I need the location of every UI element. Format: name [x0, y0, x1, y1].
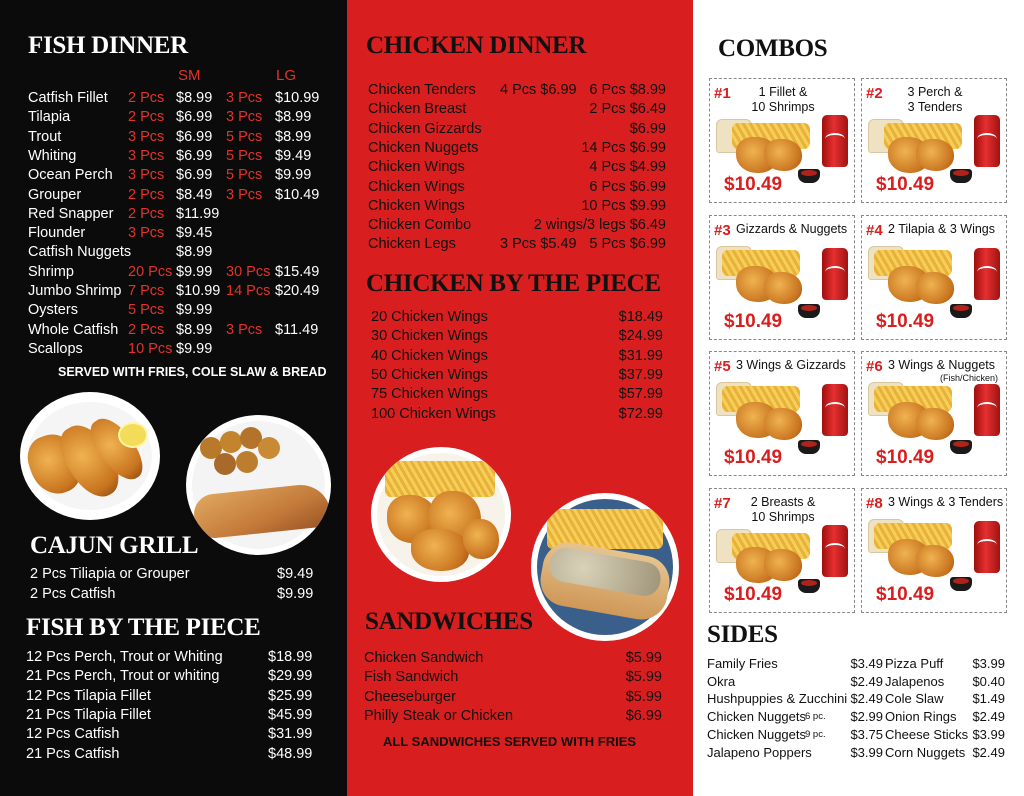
small-qty: 3 Pcs: [128, 167, 165, 184]
sandwiches-note: ALL SANDWICHES SERVED WITH FRIES: [383, 734, 637, 749]
item-name: Ocean Perch: [28, 167, 113, 184]
item-name: Catfish Nuggets: [28, 244, 132, 261]
option-two: 6 Pcs $8.99: [589, 82, 666, 98]
soda-can-logo: [974, 248, 1000, 300]
large-qty: 5 Pcs: [226, 147, 263, 164]
combos-title: COMBOS: [718, 35, 828, 62]
combo-price: $10.49: [876, 584, 935, 605]
item-name: 2 Pcs Catfish: [30, 585, 116, 602]
item-price: $18.49: [618, 309, 663, 325]
small-qty: 2 Pcs: [128, 90, 165, 106]
combo-card: [861, 488, 1007, 613]
small-qty: 3 Pcs: [128, 225, 165, 242]
option-two: 6 Pcs $6.99: [589, 178, 666, 195]
fish-dinner-row: [28, 108, 328, 127]
item-name: Chicken Combo: [368, 217, 472, 234]
combo-card: [709, 215, 855, 340]
fish-by-piece-title: FISH BY THE PIECE: [26, 614, 261, 641]
small-price: $10.99: [176, 283, 221, 299]
chicken-dinner-row: [368, 100, 668, 119]
chicken-by-piece-row: [371, 347, 663, 366]
side-price: $1.49: [972, 691, 1005, 707]
cajun-fish-photo: [186, 415, 331, 555]
item-name: Oysters: [28, 302, 78, 319]
side-price: $3.75: [850, 726, 883, 742]
item-name: Chicken Nuggets: [368, 139, 479, 156]
item-name: 21 Pcs Tilapia Fillet: [26, 706, 151, 723]
cajun-grill-row: [30, 565, 320, 584]
chicken-by-piece-row: [371, 308, 663, 327]
small-price: $9.99: [176, 340, 213, 357]
item-name: Chicken Breast: [368, 101, 467, 118]
fish-dinner-row: [28, 224, 328, 243]
item-name: 12 Pcs Perch, Trout or Whiting: [26, 649, 223, 665]
sandwich-row: [364, 688, 662, 707]
fish-dinner-row: [28, 321, 328, 340]
item-name: Philly Steak or Chicken: [364, 707, 514, 724]
chicken-dinner-row: [368, 120, 668, 139]
fish-dinner-row: [28, 166, 328, 185]
combo-card: [709, 488, 855, 613]
large-price: $10.49: [275, 186, 320, 203]
item-name: Jumbo Shrimp: [28, 283, 122, 299]
item-name: Chicken Legs: [368, 236, 456, 253]
fried-chicken-photo: [371, 447, 511, 582]
item-name: Tilapia: [28, 109, 71, 126]
side-row: [885, 689, 1005, 708]
fish-by-piece-row: [26, 667, 326, 686]
sandwich-row: [364, 707, 662, 726]
size-small-header: SM: [178, 67, 201, 84]
item-price: $5.99: [625, 650, 662, 666]
sandwich-photo: [531, 493, 679, 641]
combo-line-two: 10 Shrimps: [751, 510, 815, 524]
option-one: 4 Pcs $6.99: [500, 82, 577, 98]
chicken-dinner-row: [368, 197, 668, 216]
sandwich-row: [364, 649, 662, 668]
large-price: $8.99: [275, 109, 312, 126]
small-qty: 3 Pcs: [128, 147, 165, 164]
combo-number: #3: [714, 222, 731, 239]
combo-line-one: 2 Tilapia & 3 Wings: [888, 222, 995, 236]
large-qty: 14 Pcs: [226, 283, 271, 299]
chicken-by-piece-row: [371, 385, 663, 404]
item-name: 2 Pcs Tiliapia or Grouper: [30, 566, 190, 582]
chicken-by-piece-title: CHICKEN BY THE PIECE: [366, 270, 661, 297]
item-price: $31.99: [268, 726, 313, 743]
small-price: $8.99: [176, 321, 213, 338]
large-qty: 3 Pcs: [226, 90, 263, 106]
chicken-by-piece-row: [371, 366, 663, 385]
item-name: 50 Chicken Wings: [371, 366, 488, 383]
small-price: $6.99: [176, 109, 213, 126]
large-price: $8.99: [275, 128, 312, 145]
item-name: Chicken Wings: [368, 178, 465, 195]
side-row: [707, 743, 883, 762]
small-price: $6.99: [176, 167, 213, 184]
item-name: Shrimp: [28, 263, 74, 280]
item-price: $48.99: [268, 745, 313, 762]
option-two: $6.99: [629, 120, 666, 137]
fish-by-piece-row: [26, 648, 326, 667]
fried-piece: [916, 139, 954, 171]
sauce-cup: [798, 304, 820, 318]
item-price: $5.99: [625, 669, 662, 686]
large-price: $20.49: [275, 283, 320, 299]
fish-dinner-note: SERVED WITH FRIES, COLE SLAW & BREAD: [58, 365, 327, 379]
large-price: $11.49: [275, 321, 319, 338]
sauce-cup: [950, 577, 972, 591]
chicken-dinner-row: [368, 235, 668, 254]
item-price: $72.99: [618, 405, 663, 422]
large-qty: 30 Pcs: [226, 263, 271, 280]
small-qty: 3 Pcs: [128, 128, 165, 145]
option-two: 10 Pcs $9.99: [581, 197, 666, 214]
combo-price: $10.49: [724, 174, 783, 195]
side-price: $3.49: [850, 656, 883, 671]
item-name: Chicken Wings: [368, 159, 465, 176]
sandwich-row: [364, 668, 662, 687]
item-name: 21 Pcs Perch, Trout or whiting: [26, 668, 220, 685]
side-price: $2.49: [850, 673, 883, 689]
sauce-cup: [950, 304, 972, 318]
soda-can-logo: [822, 248, 848, 300]
item-price: $5.99: [625, 688, 662, 705]
fried-piece: [764, 139, 802, 171]
side-qty: 9 pc.: [805, 728, 826, 740]
small-price: $9.99: [176, 302, 213, 319]
item-price: $9.49: [277, 566, 314, 582]
side-name: Family Fries: [707, 656, 778, 671]
combo-price: $10.49: [876, 174, 935, 195]
item-price: $31.99: [618, 347, 663, 364]
fried-piece: [764, 272, 802, 304]
sauce-cup: [950, 169, 972, 183]
small-qty: 2 Pcs: [128, 205, 165, 222]
combo-card: [861, 215, 1007, 340]
fish-dinner-row: [28, 263, 328, 282]
side-qty: 6 pc.: [805, 711, 826, 723]
sandwiches-title: SANDWICHES: [365, 608, 533, 635]
item-name: Red Snapper: [28, 205, 114, 222]
small-qty: 2 Pcs: [128, 186, 165, 203]
side-row: [885, 743, 1005, 762]
item-name: Trout: [28, 128, 62, 145]
combo-number: #4: [866, 222, 883, 239]
side-name: Cole Slaw: [885, 691, 944, 707]
item-price: $57.99: [618, 386, 663, 403]
fried-piece: [916, 545, 954, 577]
item-name: 12 Pcs Tilapia Fillet: [26, 687, 151, 704]
item-name: 20 Chicken Wings: [371, 309, 488, 325]
item-name: Fish Sandwich: [364, 669, 459, 686]
large-qty: 5 Pcs: [226, 167, 263, 184]
soda-can-logo: [822, 115, 848, 167]
combo-subtitle: (Fish/Chicken): [939, 373, 998, 383]
side-price: $2.49: [850, 691, 883, 707]
fish-dinner-row: [28, 282, 328, 301]
item-name: 100 Chicken Wings: [371, 405, 496, 422]
option-one: 3 Pcs $5.49: [500, 236, 577, 253]
option-two: 5 Pcs $6.99: [589, 236, 666, 253]
combo-price: $10.49: [724, 311, 783, 332]
fried-piece: [764, 408, 802, 440]
item-name: 75 Chicken Wings: [371, 386, 488, 403]
small-qty: 20 Pcs: [128, 263, 173, 280]
large-qty: 3 Pcs: [226, 186, 263, 203]
side-name: Chicken Nuggets: [707, 726, 806, 742]
sauce-cup: [798, 169, 820, 183]
sauce-cup: [798, 440, 820, 454]
combo-line-two: 3 Tenders: [907, 100, 963, 114]
chicken-dinner-row: [368, 216, 668, 235]
side-name: Jalapenos: [885, 673, 945, 689]
fish-dinner-row: [28, 243, 328, 262]
item-price: $37.99: [618, 366, 663, 383]
combo-card: [709, 351, 855, 476]
item-name: Cheeseburger: [364, 688, 456, 705]
item-name: Grouper: [28, 186, 82, 203]
fried-piece: [764, 549, 802, 581]
small-price: $6.99: [176, 147, 213, 164]
small-price: $11.99: [176, 205, 220, 222]
side-name: Jalapeno Poppers: [707, 744, 812, 760]
chicken-dinner-row: [368, 81, 668, 100]
item-name: Chicken Gizzards: [368, 120, 482, 137]
item-price: $9.99: [277, 585, 314, 602]
combo-price: $10.49: [724, 447, 783, 468]
item-price: $24.99: [618, 328, 663, 345]
fried-piece: [916, 408, 954, 440]
sauce-cup: [798, 579, 820, 593]
small-price: $8.49: [176, 186, 213, 203]
soda-can-logo: [822, 384, 848, 436]
small-qty: 2 Pcs: [128, 321, 165, 338]
fish-by-piece-row: [26, 745, 326, 764]
option-two: 14 Pcs $6.99: [581, 139, 666, 156]
side-name: Chicken Nuggets: [707, 709, 806, 725]
cajun-grill-title: CAJUN GRILL: [30, 532, 199, 559]
small-price: $8.99: [176, 244, 213, 261]
side-row: [707, 707, 883, 726]
side-row: [707, 654, 883, 673]
side-name: Pizza Puff: [885, 656, 944, 671]
fish-by-piece-row: [26, 706, 326, 725]
side-row: [707, 725, 883, 744]
soda-can-logo: [974, 384, 1000, 436]
chicken-dinner-title: CHICKEN DINNER: [366, 32, 587, 59]
side-price: $3.99: [972, 726, 1005, 742]
option-two: 2 wings/3 legs $6.49: [533, 217, 666, 234]
item-name: 12 Pcs Catfish: [26, 726, 120, 743]
side-price: $0.40: [972, 673, 1005, 689]
side-price: $2.49: [972, 744, 1005, 760]
small-qty: 5 Pcs: [128, 302, 165, 319]
small-qty: 10 Pcs: [128, 340, 173, 357]
item-name: Catfish Fillet: [28, 90, 108, 106]
soda-can-logo: [974, 521, 1000, 573]
combos-panel: [693, 0, 1024, 796]
chicken-by-piece-row: [371, 405, 663, 424]
item-name: Scallops: [28, 340, 83, 357]
combo-number: #2: [866, 85, 883, 102]
side-name: Cheese Sticks: [885, 726, 969, 742]
chicken-dinner-row: [368, 178, 668, 197]
size-large-header: LG: [276, 67, 297, 84]
item-name: 21 Pcs Catfish: [26, 745, 120, 762]
fish-dinner-row: [28, 301, 328, 320]
combo-line-one: 3 Wings & Nuggets: [888, 358, 995, 372]
combo-number: #7: [714, 495, 731, 512]
large-price: $15.49: [275, 263, 320, 280]
cajun-grill-row: [30, 585, 320, 604]
soda-can-logo: [822, 525, 848, 577]
side-price: $3.99: [850, 744, 883, 760]
fried-fish-photo: [20, 392, 160, 520]
item-price: $25.99: [268, 687, 313, 704]
fish-dinner-title: FISH DINNER: [28, 32, 188, 59]
fish-dinner-row: [28, 205, 328, 224]
fried-piece: [916, 272, 954, 304]
soda-can-logo: [974, 115, 1000, 167]
large-qty: 3 Pcs: [226, 109, 263, 126]
item-name: 30 Chicken Wings: [371, 328, 488, 345]
side-row: [885, 672, 1005, 691]
chicken-by-piece-row: [371, 327, 663, 346]
chicken-dinner-row: [368, 139, 668, 158]
combo-price: $10.49: [876, 311, 935, 332]
combo-line-two: 10 Shrimps: [751, 100, 815, 114]
side-row: [885, 707, 1005, 726]
large-price: $9.99: [275, 167, 312, 184]
combo-card: [861, 351, 1007, 476]
side-row: [885, 725, 1005, 744]
side-price: $2.49: [972, 709, 1005, 725]
fish-by-piece-row: [26, 725, 326, 744]
side-price: $2.99: [850, 709, 883, 725]
item-name: Flounder: [28, 225, 86, 242]
item-name: Chicken Sandwich: [364, 650, 484, 666]
item-price: $29.99: [268, 668, 313, 685]
combo-price: $10.49: [876, 447, 935, 468]
item-name: Chicken Tenders: [368, 82, 476, 98]
large-price: $10.99: [275, 90, 320, 106]
combo-card: [861, 78, 1007, 203]
chicken-dinner-row: [368, 158, 668, 177]
sides-title: SIDES: [707, 621, 778, 648]
large-price: $9.49: [275, 147, 312, 164]
item-name: 40 Chicken Wings: [371, 347, 488, 364]
side-row: [707, 689, 883, 708]
combo-line-one: 3 Wings & 3 Tenders: [888, 495, 1004, 509]
item-price: $6.99: [625, 707, 662, 724]
large-qty: 5 Pcs: [226, 128, 263, 145]
chicken-panel: [347, 0, 693, 796]
fish-dinner-row: [28, 186, 328, 205]
side-row: [885, 654, 1005, 673]
side-name: Okra: [707, 673, 736, 689]
combo-number: #5: [714, 358, 731, 375]
side-name: Corn Nuggets: [885, 744, 966, 760]
large-qty: 3 Pcs: [226, 321, 263, 338]
side-name: Hushpuppies & Zucchini: [707, 691, 848, 707]
small-qty: 7 Pcs: [128, 283, 165, 299]
combo-line-one: 2 Breasts &: [750, 495, 816, 509]
combo-number: #8: [866, 495, 883, 512]
fish-dinner-row: [28, 340, 328, 359]
fish-dinner-row: [28, 147, 328, 166]
item-price: $18.99: [268, 649, 313, 665]
side-price: $3.99: [972, 656, 1005, 671]
item-name: Chicken Wings: [368, 197, 465, 214]
small-price: $9.99: [176, 263, 213, 280]
small-price: $8.99: [176, 90, 213, 106]
fish-dinner-row: [28, 89, 328, 108]
item-name: Whiting: [28, 147, 77, 164]
sauce-cup: [950, 440, 972, 454]
combo-line-one: 3 Perch &: [907, 85, 963, 99]
small-price: $9.45: [176, 225, 213, 242]
combo-price: $10.49: [724, 584, 783, 605]
fish-panel: [0, 0, 347, 796]
fish-by-piece-row: [26, 687, 326, 706]
small-qty: 2 Pcs: [128, 109, 165, 126]
side-row: [707, 672, 883, 691]
combo-number: #6: [866, 358, 883, 375]
fish-dinner-row: [28, 128, 328, 147]
side-name: Onion Rings: [885, 709, 957, 725]
combo-line-one: 3 Wings & Gizzards: [736, 358, 846, 372]
combo-number: #1: [714, 85, 731, 102]
combo-card: [709, 78, 855, 203]
small-price: $6.99: [176, 128, 213, 145]
option-two: 4 Pcs $4.99: [589, 159, 666, 176]
item-name: Whole Catfish: [28, 321, 119, 338]
combo-line-one: Gizzards & Nuggets: [736, 222, 848, 236]
option-two: 2 Pcs $6.49: [589, 101, 666, 118]
item-price: $45.99: [268, 706, 313, 723]
combo-line-one: 1 Fillet &: [758, 85, 808, 99]
